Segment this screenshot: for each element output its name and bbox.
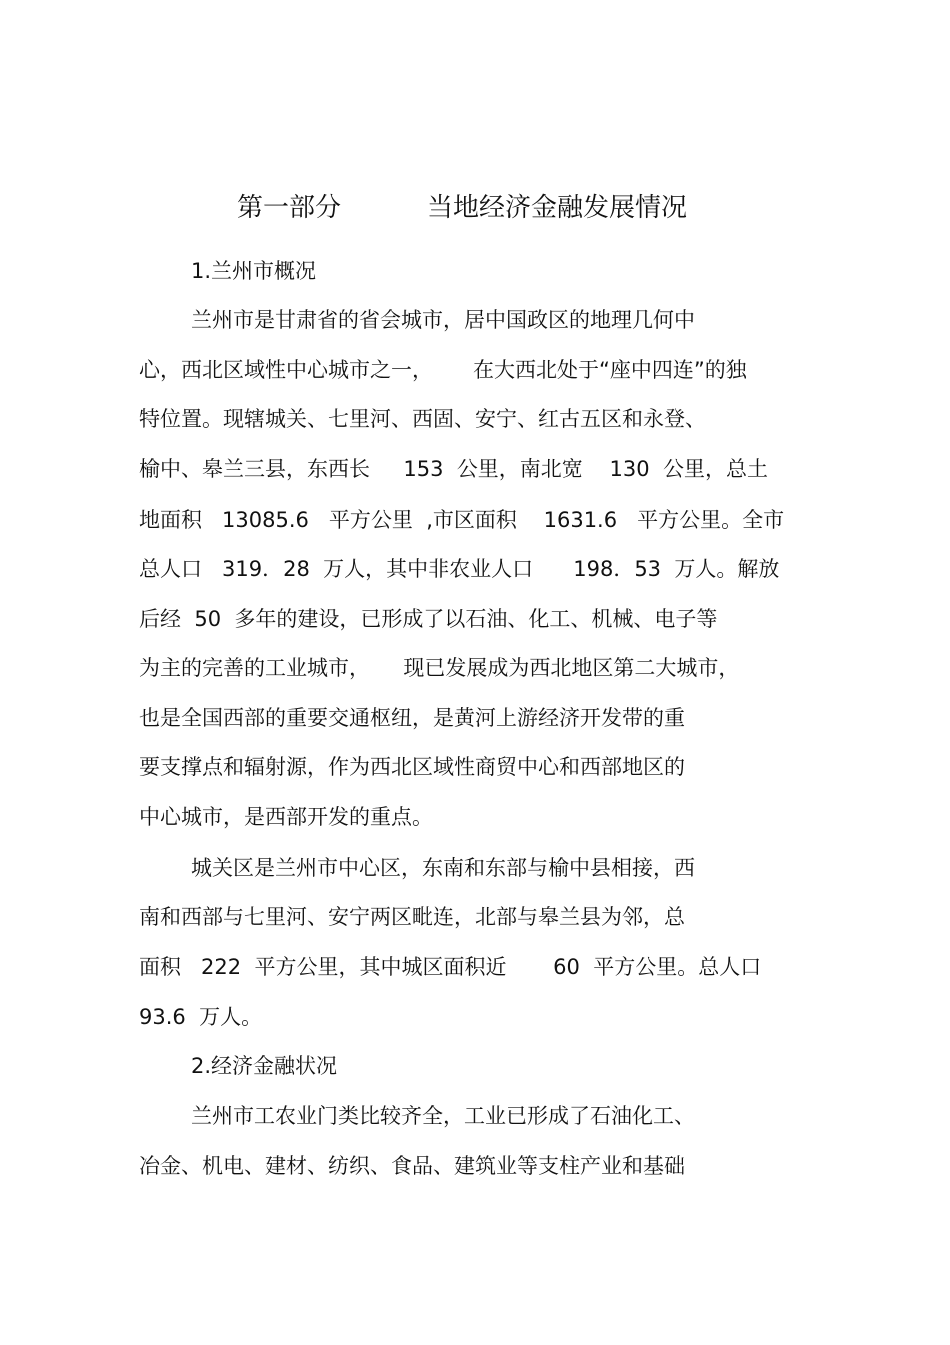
paragraph-line: 要支撑点和辐射源，作为西北区域性商贸中心和西部地区的 <box>139 755 685 779</box>
paragraph-line: 心，西北区域性中心城市之一， 在大西北处于“座中四连”的独 <box>139 358 747 382</box>
paragraph-line: 93.6 万人。 <box>139 1005 263 1029</box>
document-title <box>0 188 950 228</box>
section-heading-2: 2.经济金融状况 <box>191 1054 338 1078</box>
paragraph-line: 中心城市，是西部开发的重点。 <box>139 805 433 829</box>
paragraph-line: 兰州市是甘肃省的省会城市，居中国政区的地理几何中 <box>191 308 695 332</box>
paragraph-line: 总人口 319．28 万人，其中非农业人口 198．53 万人。解放 <box>139 557 780 581</box>
title-part-label: 第一部分 <box>237 193 342 223</box>
paragraph-line: 特位置。现辖城关、七里河、西固、安宁、红古五区和永登、 <box>139 407 706 431</box>
paragraph-line: 冶金、机电、建材、纺织、食品、建筑业等支柱产业和基础 <box>139 1154 685 1178</box>
paragraph-line: 面积 222 平方公里，其中城区面积近 60 平方公里。总人口 <box>139 955 762 979</box>
title-heading: 当地经济金融发展情况 <box>427 193 688 223</box>
paragraph-line: 地面积 13085.6 平方公里 ,市区面积 1631.6 平方公里。全市 <box>139 508 785 532</box>
paragraph-line: 兰州市工农业门类比较齐全，工业已形成了石油化工、 <box>191 1104 695 1128</box>
paragraph-line: 南和西部与七里河、安宁两区毗连，北部与皋兰县为邻，总 <box>139 905 685 929</box>
section-heading-1: 1.兰州市概况 <box>191 259 317 283</box>
paragraph-line: 为主的完善的工业城市， 现已发展成为西北地区第二大城市， <box>139 656 740 680</box>
paragraph-line: 也是全国西部的重要交通枢纽，是黄河上游经济开发带的重 <box>139 706 685 730</box>
paragraph-line: 后经 50 多年的建设，已形成了以石油、化工、机械、电子等 <box>139 607 718 631</box>
paragraph-line: 城关区是兰州市中心区，东南和东部与榆中县相接，西 <box>191 856 695 880</box>
paragraph-line: 榆中、皋兰三县，东西长 153 公里，南北宽 130 公里，总土 <box>139 457 768 481</box>
